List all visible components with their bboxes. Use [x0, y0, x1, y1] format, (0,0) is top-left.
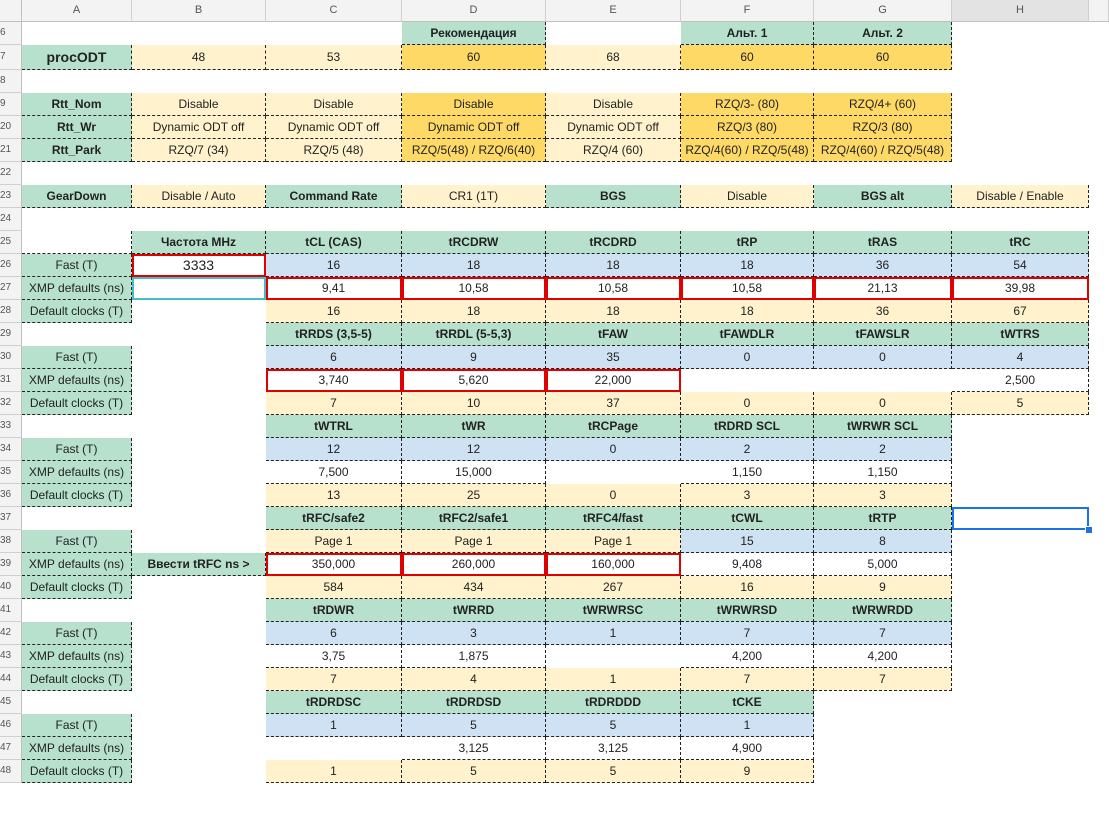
column-header-g[interactable]: G — [814, 0, 952, 22]
cell-e26[interactable]: 18 — [546, 254, 681, 277]
column-header-f[interactable]: F — [681, 0, 814, 22]
cell-f35[interactable]: 1,150 — [681, 461, 814, 484]
row-header-29[interactable]: 29 — [0, 323, 22, 346]
cell-g23[interactable]: BGS alt — [814, 185, 952, 208]
cell-a21[interactable]: Rtt_Park — [22, 139, 132, 162]
cell-a40[interactable]: Default clocks (T) — [22, 576, 132, 599]
cell-f43[interactable]: 4,200 — [681, 645, 814, 668]
row-header-8[interactable]: 8 — [0, 70, 22, 93]
cell-a35[interactable]: XMP defaults (ns) — [22, 461, 132, 484]
cell-c29[interactable]: tRRDS (3,5-5) — [266, 323, 402, 346]
row-header-47[interactable]: 47 — [0, 737, 22, 760]
cell-f47[interactable]: 4,900 — [681, 737, 814, 760]
cell-a26[interactable]: Fast (T) — [22, 254, 132, 277]
cell-c21[interactable]: RZQ/5 (48) — [266, 139, 402, 162]
cell-a44[interactable]: Default clocks (T) — [22, 668, 132, 691]
cell-a32[interactable]: Default clocks (T) — [22, 392, 132, 415]
cell-d46[interactable]: 5 — [402, 714, 546, 737]
cell-f44[interactable]: 7 — [681, 668, 814, 691]
cell-f42[interactable]: 7 — [681, 622, 814, 645]
cell-g25[interactable]: tRAS — [814, 231, 952, 254]
cell-c44[interactable]: 7 — [266, 668, 402, 691]
cell-f20[interactable]: RZQ/3 (80) — [681, 116, 814, 139]
cell-g6[interactable]: Альт. 2 — [814, 22, 952, 45]
cell-e38[interactable]: Page 1 — [546, 530, 681, 553]
cell-d25[interactable]: tRCDRW — [402, 231, 546, 254]
cell-a7[interactable]: procODT — [22, 45, 132, 70]
cell-b20[interactable]: Dynamic ODT off — [132, 116, 266, 139]
cell-h31[interactable]: 2,500 — [952, 369, 1089, 392]
cell-d28[interactable]: 18 — [402, 300, 546, 323]
cell-a48[interactable]: Default clocks (T) — [22, 760, 132, 783]
cell-d7[interactable]: 60 — [402, 45, 546, 70]
cell-f6[interactable]: Альт. 1 — [681, 22, 814, 45]
cell-d48[interactable]: 5 — [402, 760, 546, 783]
row-header-34[interactable]: 34 — [0, 438, 22, 461]
cell-c32[interactable]: 7 — [266, 392, 402, 415]
cell-a20[interactable]: Rtt_Wr — [22, 116, 132, 139]
row-header-25[interactable]: 25 — [0, 231, 22, 254]
cell-a9[interactable]: Rtt_Nom — [22, 93, 132, 116]
cell-f48[interactable]: 9 — [681, 760, 814, 783]
cell-c34[interactable]: 12 — [266, 438, 402, 461]
cell-c36[interactable]: 13 — [266, 484, 402, 507]
cell-b23[interactable]: Disable / Auto — [132, 185, 266, 208]
cell-h26[interactable]: 54 — [952, 254, 1089, 277]
column-header-h[interactable]: H — [952, 0, 1089, 22]
cell-d6[interactable]: Рекомендация — [402, 22, 546, 45]
row-header-44[interactable]: 44 — [0, 668, 22, 691]
cell-c31[interactable]: 3,740 — [266, 369, 402, 392]
row-header-38[interactable]: 38 — [0, 530, 22, 553]
cell-a43[interactable]: XMP defaults (ns) — [22, 645, 132, 668]
row-header-48[interactable]: 48 — [0, 760, 22, 783]
row-header-32[interactable]: 32 — [0, 392, 22, 415]
cell-a46[interactable]: Fast (T) — [22, 714, 132, 737]
select-all-corner[interactable] — [0, 0, 22, 22]
cell-g33[interactable]: tWRWR SCL — [814, 415, 952, 438]
cell-g44[interactable]: 7 — [814, 668, 952, 691]
cell-d29[interactable]: tRRDL (5-5,3) — [402, 323, 546, 346]
cell-a34[interactable]: Fast (T) — [22, 438, 132, 461]
cell-d20[interactable]: Dynamic ODT off — [402, 116, 546, 139]
row-header-37[interactable]: 37 — [0, 507, 22, 530]
cell-d41[interactable]: tWRRD — [402, 599, 546, 622]
cell-g20[interactable]: RZQ/3 (80) — [814, 116, 952, 139]
cell-a36[interactable]: Default clocks (T) — [22, 484, 132, 507]
cell-a30[interactable]: Fast (T) — [22, 346, 132, 369]
cell-h23[interactable]: Disable / Enable — [952, 185, 1089, 208]
cell-f34[interactable]: 2 — [681, 438, 814, 461]
cell-h32[interactable]: 5 — [952, 392, 1089, 415]
cell-d39[interactable]: 260,000 — [402, 553, 546, 576]
cell-d27[interactable]: 10,58 — [402, 277, 546, 300]
cell-b9[interactable]: Disable — [132, 93, 266, 116]
column-header-b[interactable]: B — [132, 0, 266, 22]
cell-e30[interactable]: 35 — [546, 346, 681, 369]
cell-g40[interactable]: 9 — [814, 576, 952, 599]
cell-c9[interactable]: Disable — [266, 93, 402, 116]
cell-d34[interactable]: 12 — [402, 438, 546, 461]
cell-d33[interactable]: tWR — [402, 415, 546, 438]
cell-e42[interactable]: 1 — [546, 622, 681, 645]
cell-g28[interactable]: 36 — [814, 300, 952, 323]
cell-g42[interactable]: 7 — [814, 622, 952, 645]
cell-f21[interactable]: RZQ/4(60) / RZQ/5(48) — [681, 139, 814, 162]
cell-f23[interactable]: Disable — [681, 185, 814, 208]
cell-h27[interactable]: 39,98 — [952, 277, 1089, 300]
row-header-35[interactable]: 35 — [0, 461, 22, 484]
cell-d31[interactable]: 5,620 — [402, 369, 546, 392]
row-header-46[interactable]: 46 — [0, 714, 22, 737]
cell-a31[interactable]: XMP defaults (ns) — [22, 369, 132, 392]
cell-f39[interactable]: 9,408 — [681, 553, 814, 576]
cell-a25[interactable] — [22, 231, 132, 254]
row-header-23[interactable]: 23 — [0, 185, 22, 208]
cell-c40[interactable]: 584 — [266, 576, 402, 599]
selection-fill-handle[interactable] — [1085, 526, 1093, 534]
cell-e28[interactable]: 18 — [546, 300, 681, 323]
row-header-39[interactable]: 39 — [0, 553, 22, 576]
cell-g32[interactable]: 0 — [814, 392, 952, 415]
cell-d42[interactable]: 3 — [402, 622, 546, 645]
cell-g41[interactable]: tWRWRDD — [814, 599, 952, 622]
row-header-41[interactable]: 41 — [0, 599, 22, 622]
cell-d26[interactable]: 18 — [402, 254, 546, 277]
cell-b25[interactable]: Частота MHz — [132, 231, 266, 254]
cell-d23[interactable]: CR1 (1T) — [402, 185, 546, 208]
row-header-21[interactable]: 21 — [0, 139, 22, 162]
cell-f37[interactable]: tCWL — [681, 507, 814, 530]
cell-e41[interactable]: tWRWRSC — [546, 599, 681, 622]
cell-e9[interactable]: Disable — [546, 93, 681, 116]
row-header-42[interactable]: 42 — [0, 622, 22, 645]
cell-g37[interactable]: tRTP — [814, 507, 952, 530]
cell-h29[interactable]: tWTRS — [952, 323, 1089, 346]
cell-c23[interactable]: Command Rate — [266, 185, 402, 208]
cell-e27[interactable]: 10,58 — [546, 277, 681, 300]
cell-f25[interactable]: tRP — [681, 231, 814, 254]
cell-h25[interactable]: tRC — [952, 231, 1089, 254]
cell-e31[interactable]: 22,000 — [546, 369, 681, 392]
cell-e37[interactable]: tRFC4/fast — [546, 507, 681, 530]
cell-g34[interactable]: 2 — [814, 438, 952, 461]
cell-h30[interactable]: 4 — [952, 346, 1089, 369]
cell-g29[interactable]: tFAWSLR — [814, 323, 952, 346]
cell-e44[interactable]: 1 — [546, 668, 681, 691]
cell-h37[interactable] — [952, 507, 1089, 530]
cell-h28[interactable]: 67 — [952, 300, 1089, 323]
cell-c39[interactable]: 350,000 — [266, 553, 402, 576]
cell-f9[interactable]: RZQ/3- (80) — [681, 93, 814, 116]
row-header-33[interactable]: 33 — [0, 415, 22, 438]
cell-f36[interactable]: 3 — [681, 484, 814, 507]
cell-e48[interactable]: 5 — [546, 760, 681, 783]
cell-c28[interactable]: 16 — [266, 300, 402, 323]
cell-f30[interactable]: 0 — [681, 346, 814, 369]
cell-f28[interactable]: 18 — [681, 300, 814, 323]
cell-c33[interactable]: tWTRL — [266, 415, 402, 438]
column-header-d[interactable]: D — [402, 0, 546, 22]
row-header-27[interactable]: 27 — [0, 277, 22, 300]
cell-e21[interactable]: RZQ/4 (60) — [546, 139, 681, 162]
cell-c20[interactable]: Dynamic ODT off — [266, 116, 402, 139]
cell-e39[interactable]: 160,000 — [546, 553, 681, 576]
cell-g38[interactable]: 8 — [814, 530, 952, 553]
row-header-7[interactable]: 7 — [0, 45, 22, 70]
row-header-22[interactable]: 22 — [0, 162, 22, 185]
row-header-28[interactable]: 28 — [0, 300, 22, 323]
cell-e40[interactable]: 267 — [546, 576, 681, 599]
cell-c46[interactable]: 1 — [266, 714, 402, 737]
cell-g21[interactable]: RZQ/4(60) / RZQ/5(48) — [814, 139, 952, 162]
row-header-24[interactable]: 24 — [0, 208, 22, 231]
cell-e46[interactable]: 5 — [546, 714, 681, 737]
cell-c30[interactable]: 6 — [266, 346, 402, 369]
cell-g36[interactable]: 3 — [814, 484, 952, 507]
cell-e36[interactable]: 0 — [546, 484, 681, 507]
row-header-20[interactable]: 20 — [0, 116, 22, 139]
cell-d30[interactable]: 9 — [402, 346, 546, 369]
cell-g26[interactable]: 36 — [814, 254, 952, 277]
cell-f40[interactable]: 16 — [681, 576, 814, 599]
cell-g30[interactable]: 0 — [814, 346, 952, 369]
cell-f7[interactable]: 60 — [681, 45, 814, 70]
cell-c41[interactable]: tRDWR — [266, 599, 402, 622]
cell-f33[interactable]: tRDRD SCL — [681, 415, 814, 438]
cell-c25[interactable]: tCL (CAS) — [266, 231, 402, 254]
cell-f26[interactable]: 18 — [681, 254, 814, 277]
cell-d38[interactable]: Page 1 — [402, 530, 546, 553]
cell-c27[interactable]: 9,41 — [266, 277, 402, 300]
cell-g7[interactable]: 60 — [814, 45, 952, 70]
column-header-filler — [1089, 0, 1109, 22]
cell-d45[interactable]: tRDRDSD — [402, 691, 546, 714]
cell-e45[interactable]: tRDRDDD — [546, 691, 681, 714]
row-header-26[interactable]: 26 — [0, 254, 22, 277]
cell-f32[interactable]: 0 — [681, 392, 814, 415]
cell-c35[interactable]: 7,500 — [266, 461, 402, 484]
cell-f27[interactable]: 10,58 — [681, 277, 814, 300]
cell-a23[interactable]: GearDown — [22, 185, 132, 208]
column-header-e[interactable]: E — [546, 0, 681, 22]
row-header-40[interactable]: 40 — [0, 576, 22, 599]
cell-a47[interactable]: XMP defaults (ns) — [22, 737, 132, 760]
cell-c48[interactable]: 1 — [266, 760, 402, 783]
row-header-6[interactable]: 6 — [0, 22, 22, 45]
row-header-43[interactable]: 43 — [0, 645, 22, 668]
cell-a42[interactable]: Fast (T) — [22, 622, 132, 645]
cell-b27[interactable] — [132, 277, 266, 300]
cell-f29[interactable]: tFAWDLR — [681, 323, 814, 346]
cell-f45[interactable]: tCKE — [681, 691, 814, 714]
cell-g39[interactable]: 5,000 — [814, 553, 952, 576]
cell-b21[interactable]: RZQ/7 (34) — [132, 139, 266, 162]
cell-e33[interactable]: tRCPage — [546, 415, 681, 438]
cell-g27[interactable]: 21,13 — [814, 277, 952, 300]
cell-a27[interactable]: XMP defaults (ns) — [22, 277, 132, 300]
cell-g9[interactable]: RZQ/4+ (60) — [814, 93, 952, 116]
cell-c7[interactable]: 53 — [266, 45, 402, 70]
cell-d43[interactable]: 1,875 — [402, 645, 546, 668]
cell-d9[interactable]: Disable — [402, 93, 546, 116]
cell-d35[interactable]: 15,000 — [402, 461, 546, 484]
cell-b26[interactable]: 3333 — [132, 254, 266, 277]
cell-f41[interactable]: tWRWRSD — [681, 599, 814, 622]
cell-e25[interactable]: tRCDRD — [546, 231, 681, 254]
cell-g35[interactable]: 1,150 — [814, 461, 952, 484]
cell-f38[interactable]: 15 — [681, 530, 814, 553]
cell-c45[interactable]: tRDRDSC — [266, 691, 402, 714]
row-header-9[interactable]: 9 — [0, 93, 22, 116]
cell-e47[interactable]: 3,125 — [546, 737, 681, 760]
cell-e20[interactable]: Dynamic ODT off — [546, 116, 681, 139]
cell-e34[interactable]: 0 — [546, 438, 681, 461]
row-header-36[interactable]: 36 — [0, 484, 22, 507]
cell-c43[interactable]: 3,75 — [266, 645, 402, 668]
cell-c38[interactable]: Page 1 — [266, 530, 402, 553]
cell-e29[interactable]: tFAW — [546, 323, 681, 346]
cell-d21[interactable]: RZQ/5(48) / RZQ/6(40) — [402, 139, 546, 162]
row-header-30[interactable]: 30 — [0, 346, 22, 369]
cell-a28[interactable]: Default clocks (T) — [22, 300, 132, 323]
cell-a38[interactable]: Fast (T) — [22, 530, 132, 553]
cell-e32[interactable]: 37 — [546, 392, 681, 415]
cell-f46[interactable]: 1 — [681, 714, 814, 737]
cell-a39[interactable]: XMP defaults (ns) — [22, 553, 132, 576]
cell-c42[interactable]: 6 — [266, 622, 402, 645]
cell-d40[interactable]: 434 — [402, 576, 546, 599]
cell-e23[interactable]: BGS — [546, 185, 681, 208]
cell-b7[interactable]: 48 — [132, 45, 266, 70]
cell-d37[interactable]: tRFC2/safe1 — [402, 507, 546, 530]
column-header-c[interactable]: C — [266, 0, 402, 22]
row-header-45[interactable]: 45 — [0, 691, 22, 714]
row-header-31[interactable]: 31 — [0, 369, 22, 392]
cell-b39[interactable]: Ввести tRFC ns > — [132, 553, 266, 576]
cell-c26[interactable]: 16 — [266, 254, 402, 277]
cell-c37[interactable]: tRFC/safe2 — [266, 507, 402, 530]
column-header-a[interactable]: A — [22, 0, 132, 22]
cell-e7[interactable]: 68 — [546, 45, 681, 70]
cell-d32[interactable]: 10 — [402, 392, 546, 415]
cell-d44[interactable]: 4 — [402, 668, 546, 691]
cell-g43[interactable]: 4,200 — [814, 645, 952, 668]
cell-d36[interactable]: 25 — [402, 484, 546, 507]
cell-d47[interactable]: 3,125 — [402, 737, 546, 760]
